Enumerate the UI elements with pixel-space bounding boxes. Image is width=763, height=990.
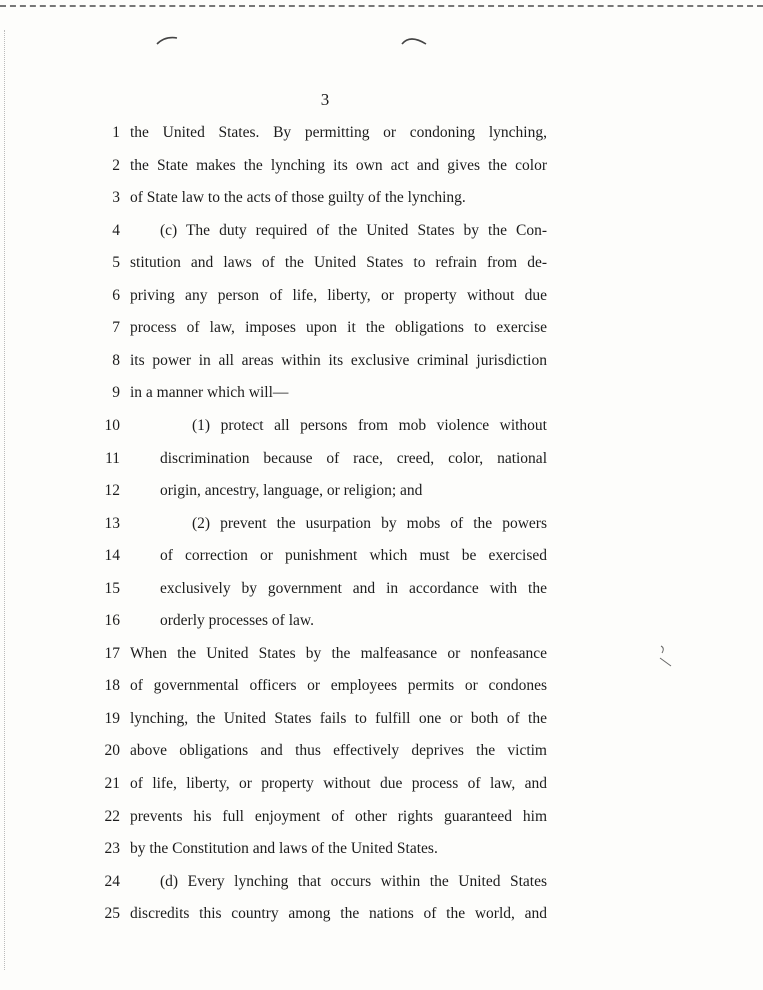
line-text: of correction or punishment which must be exercised — [160, 547, 547, 565]
line-number: 18 — [104, 677, 120, 695]
document-line — [0, 544, 763, 568]
line-number: 6 — [112, 286, 120, 304]
document-line — [0, 414, 763, 438]
line-number: 11 — [105, 449, 120, 467]
document-line — [0, 316, 763, 340]
line-text: When the United States by the malfeasance or nonfeasance — [130, 644, 547, 662]
line-text: orderly processes of law. — [160, 612, 314, 630]
binding-hole-mark-left — [155, 34, 179, 46]
document-line — [0, 707, 763, 731]
document-line — [0, 805, 763, 829]
line-text: by the Constitution and laws of the United States. — [130, 840, 438, 858]
document-line — [0, 837, 763, 861]
line-number: 21 — [104, 775, 120, 792]
line-number: 12 — [104, 482, 120, 500]
line-text: in a manner which will— — [130, 384, 289, 402]
line-number: 9 — [112, 384, 120, 402]
line-number: 4 — [112, 221, 120, 239]
line-text: discredits this country among the nations of the world, and — [130, 905, 547, 923]
scan-top-edge — [0, 5, 763, 7]
line-number: 16 — [104, 612, 120, 630]
line-text: exclusively by government and in accordance with the — [160, 579, 547, 597]
line-text: of governmental officers or employees permits or condones — [130, 677, 547, 695]
document-line — [0, 772, 763, 796]
document-line — [0, 284, 763, 308]
line-number: 19 — [104, 709, 120, 727]
binding-hole-mark-right — [400, 33, 428, 47]
line-number: 1 — [112, 124, 120, 141]
line-text: the United States. By permitting or condoning lynching, — [130, 124, 547, 141]
line-text: (c) The duty required of the United States by the Con- — [160, 221, 547, 239]
line-text: the State makes the lynching its own act and gives the color — [130, 156, 547, 174]
page-number: 3 — [320, 90, 330, 109]
document-line — [0, 609, 763, 633]
document-line — [0, 121, 763, 145]
document-line — [0, 870, 763, 894]
line-number: 10 — [104, 416, 120, 434]
line-text: priving any person of life, liberty, or property without due — [130, 286, 547, 304]
line-text: (1) protect all persons from mob violence without — [192, 416, 547, 434]
line-text: process of law, imposes upon it the obligations to exercise — [130, 319, 547, 337]
document-line — [0, 642, 763, 666]
line-text: of State law to the acts of those guilty of the lynching. — [130, 189, 466, 207]
document-line — [0, 251, 763, 275]
document-line — [0, 219, 763, 243]
document-line — [0, 739, 763, 763]
line-number: 15 — [104, 579, 120, 597]
document-line — [0, 577, 763, 601]
line-text: prevents his full enjoyment of other rights guaranteed him — [130, 807, 547, 825]
line-text: discrimination because of race, creed, color, national — [160, 449, 547, 467]
line-text: (2) prevent the usurpation by mobs of the powers — [192, 514, 547, 532]
line-number: 13 — [104, 514, 120, 532]
line-text: above obligations and thus effectively deprives the victim — [130, 742, 547, 760]
line-text: its power in all areas within its exclusive criminal jurisdiction — [130, 351, 547, 369]
line-number: 7 — [112, 319, 120, 337]
line-number: 25 — [104, 905, 120, 923]
line-number: 22 — [104, 807, 120, 825]
document-line — [0, 902, 763, 926]
line-text: stitution and laws of the United States to refrain from de- — [130, 254, 547, 272]
line-number: 3 — [112, 189, 120, 207]
line-number: 2 — [112, 156, 120, 174]
document-line — [0, 186, 763, 210]
line-number: 17 — [104, 644, 120, 662]
line-text: of life, liberty, or property without due process of law, and — [130, 775, 547, 792]
document-line — [0, 674, 763, 698]
document-line — [0, 154, 763, 178]
line-text: lynching, the United States fails to fulfill one or both of the — [130, 709, 547, 727]
document-line — [0, 479, 763, 503]
line-number: 8 — [112, 351, 120, 369]
line-number: 5 — [112, 254, 120, 272]
line-text: origin, ancestry, language, or religion; and — [160, 482, 423, 500]
document-line — [0, 381, 763, 405]
line-text: (d) Every lynching that occurs within the United States — [160, 872, 547, 890]
document-line — [0, 349, 763, 373]
document-line — [0, 447, 763, 471]
line-number: 20 — [104, 742, 120, 760]
document-line — [0, 512, 763, 536]
line-number: 24 — [104, 872, 120, 890]
line-number: 23 — [104, 840, 120, 858]
line-number: 14 — [104, 547, 120, 565]
